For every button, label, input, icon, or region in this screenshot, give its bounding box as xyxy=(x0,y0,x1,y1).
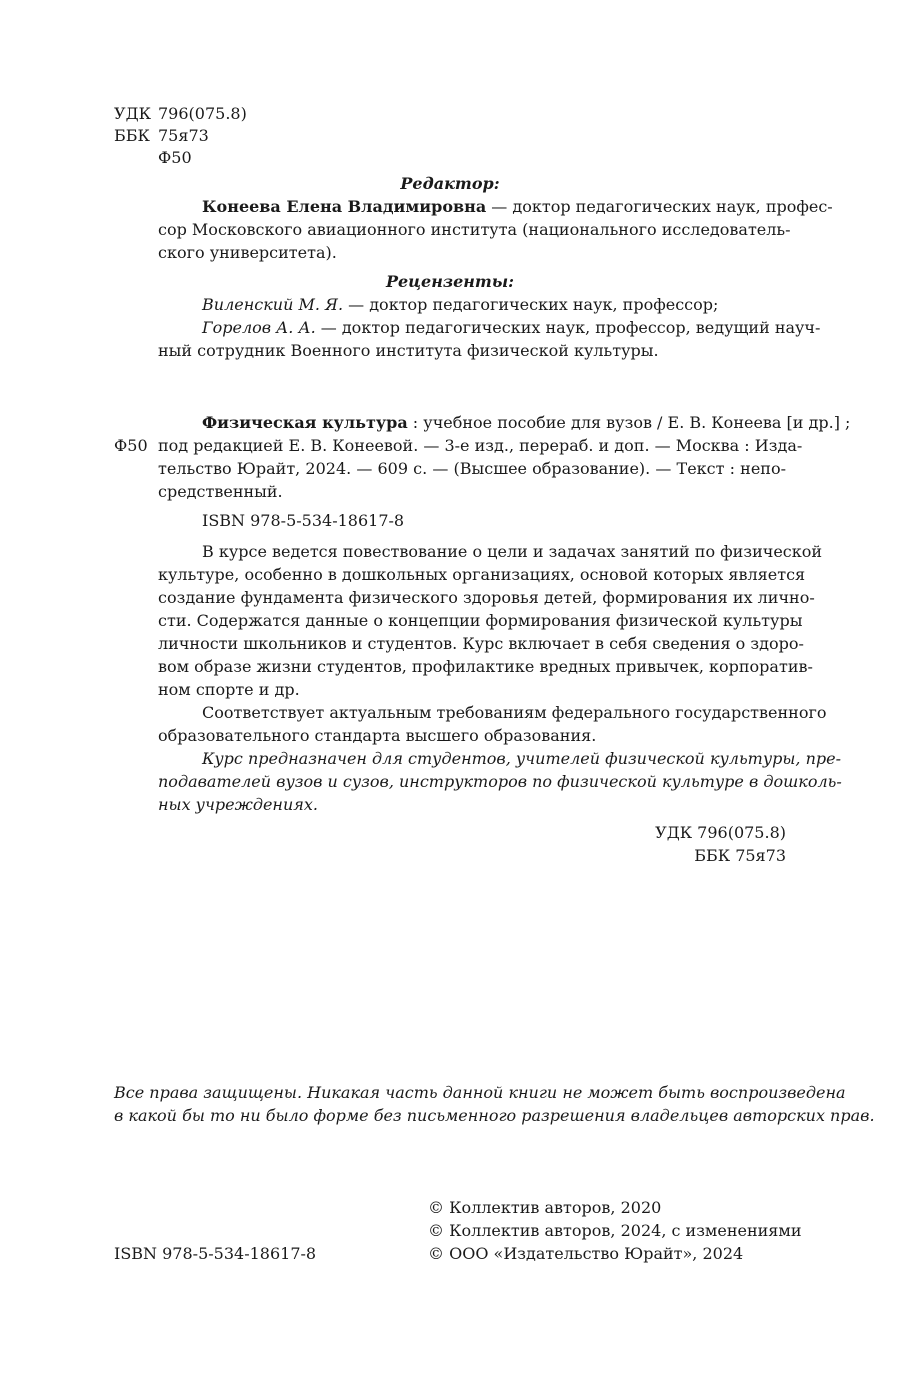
abstract-p1-line: личности школьников и студентов. Курс включает в себя сведения о здоро- xyxy=(158,634,804,653)
abstract-p1-line: ном спорте и др. xyxy=(158,680,300,699)
bbk-value: 75я73 xyxy=(158,126,209,145)
reviewers-heading: Рецензенты: xyxy=(385,272,515,291)
bib-line-3: тельство Юрайт, 2024. — 609 с. — (Высшее образование). — Текст : непо- xyxy=(158,459,786,478)
reviewer-2 xyxy=(202,316,821,339)
copyright-1: © Коллектив авторов, 2020 xyxy=(428,1198,662,1217)
editor-line-2: сор Московского авиационного института (национального исследователь- xyxy=(158,220,791,239)
bbk-label: ББК xyxy=(114,126,150,145)
abstract-p2-line: образовательного стандарта высшего образования. xyxy=(158,726,597,745)
abstract-p3-line: Курс предназначен для студентов, учителей физической культуры, пре- xyxy=(202,749,841,768)
bib-line1-rest: : учебное пособие для вузов / Е. В. Конеева [и др.] ; xyxy=(407,413,851,432)
copyright-2: © Коллектив авторов, 2024, с изменениями xyxy=(428,1221,802,1240)
bib-margin-mark: Ф50 xyxy=(114,436,148,455)
bib-title: Физическая культура xyxy=(202,413,408,432)
abstract-p1-line: вом образе жизни студентов, профилактике вредных привычек, корпоратив- xyxy=(158,657,813,676)
editor-name: Конеева Елена Владимировна xyxy=(202,197,487,216)
copyright-3: © ООО «Издательство Юрайт», 2024 xyxy=(428,1244,744,1263)
editor-line-1 xyxy=(202,195,833,218)
reviewer-1-rest: — доктор педагогических наук, профессор; xyxy=(343,295,719,314)
bib-line-2: под редакцией Е. В. Конеевой. — 3-е изд., перераб. и доп. — Москва : Изда- xyxy=(158,436,803,455)
udk-label: УДК xyxy=(114,104,151,123)
abstract-p1-line: культуре, особенно в дошкольных организациях, основой которых является xyxy=(158,565,806,584)
udk-value: 796(075.8) xyxy=(158,104,247,123)
abstract-bbk: ББК 75я73 xyxy=(694,846,786,865)
bib-line-1 xyxy=(202,411,851,434)
bib-isbn: ISBN 978-5-534-18617-8 xyxy=(202,511,405,530)
editor-heading: Редактор: xyxy=(400,174,500,193)
copyright-isbn: ISBN 978-5-534-18617-8 xyxy=(114,1244,317,1263)
editor-line-3: ского университета). xyxy=(158,243,337,262)
abstract-udk: УДК 796(075.8) xyxy=(655,823,786,842)
rights-line-2: в какой бы то ни было форме без письменного разрешения владельцев авторских прав. xyxy=(114,1106,875,1125)
abstract-p2-line: Соответствует актуальным требованиям федерального государственного xyxy=(202,703,827,722)
rights-line-1: Все права защищены. Никакая часть данной книги не может быть воспроизведена xyxy=(114,1083,846,1102)
abstract-p1-line: сти. Содержатся данные о концепции формирования физической культуры xyxy=(158,611,803,630)
author-mark: Ф50 xyxy=(158,148,192,167)
reviewer-2-rest: — доктор педагогических наук, профессор, ведущий науч- xyxy=(315,318,821,337)
reviewer-2-line-2: ный сотрудник Военного института физической культуры. xyxy=(158,341,659,360)
reviewer-2-name: Горелов А. А. xyxy=(202,318,316,337)
abstract-p1-line: В курсе ведется повествование о цели и задачах занятий по физической xyxy=(202,542,823,561)
reviewer-1-name: Виленский М. Я. xyxy=(202,295,344,314)
abstract-p3-line: подавателей вузов и сузов, инструкторов по физической культуре в дошколь- xyxy=(158,772,842,791)
reviewer-1 xyxy=(202,293,718,316)
bib-line-4: средственный. xyxy=(158,482,283,501)
abstract-p3-line: ных учреждениях. xyxy=(158,795,318,814)
abstract-p1-line: создание фундамента физического здоровья детей, формирования их лично- xyxy=(158,588,815,607)
editor-line1-rest: — доктор педагогических наук, профес- xyxy=(486,197,833,216)
